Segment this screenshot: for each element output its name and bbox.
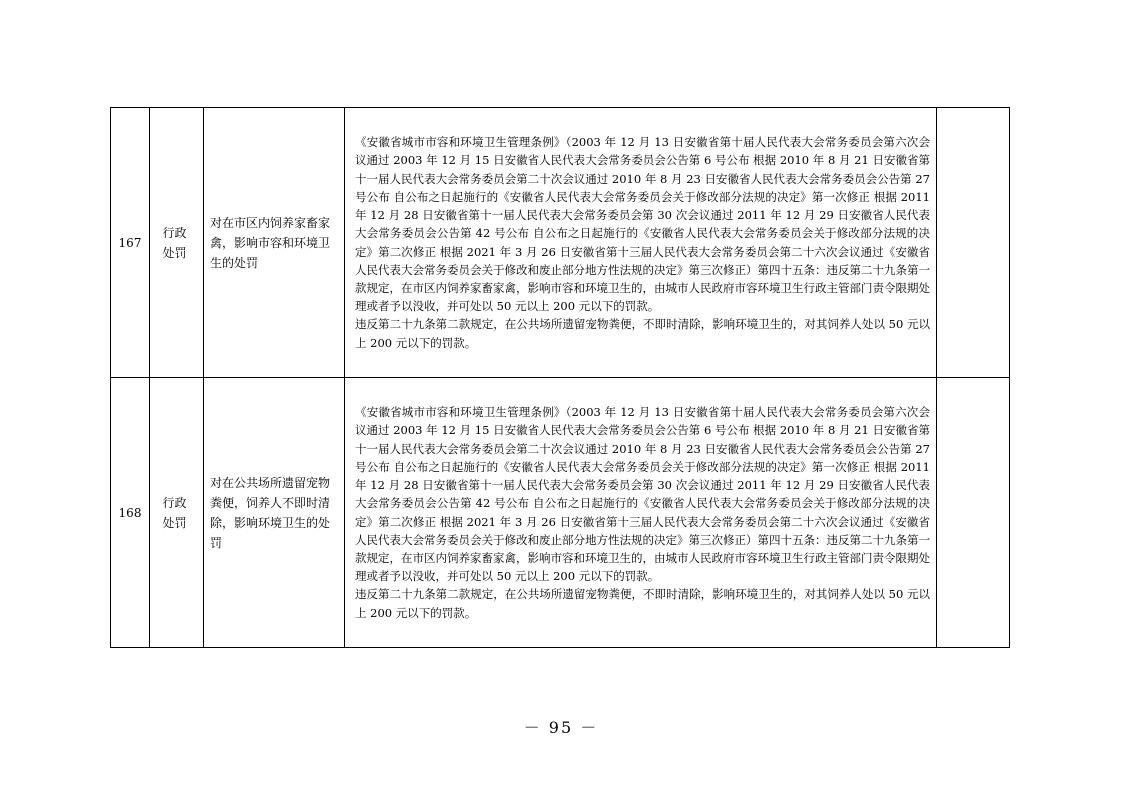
note-cell bbox=[937, 378, 1010, 648]
legal-basis bbox=[345, 131, 936, 353]
note-cell bbox=[937, 108, 1010, 378]
table-row bbox=[111, 108, 1010, 378]
penalty-type-cell bbox=[150, 378, 204, 648]
legal-basis bbox=[345, 401, 936, 623]
legal-basis-paragraph: 《安徽省城市市容和环境卫生管理条例》（2003 年 12 月 13 日安徽省第十届人民代表大会常务委员会第六次会议通过 2003 年 12 月 15 日安徽省人民代表大会常务委员会公告第 6 号公布 根据 2010 年 8 月 21 日安徽省第十一届人民代表大会常务委员会第二十次会议通过 2010 年 8 月 23 日安徽省人民代表大会常务委员会公告第 27 号公布 自公布之日起施行的《安徽省人民代表大会常务委员会关于修改部分法规的决定》第一次修正 根据 2011 年 12 月 28 日安徽省第十一届人民代表大会常务委员会第 30 次会议通过 2011 年 12 月 29 日安徽省人民代表大会常务委员会公告第 42 号公布 自公布之日起施行的《安徽省人民代表大会常务委员会关于修改部分法规的决定》第二次修正 根据 2021 年 3 月 26 日安徽省第十三届人民代表大会常务委员会第二十六次会议通过《安徽省人民代表大会常务委员会关于修改和废止部分地方性法规的决定》第三次修正）第四十五条：违反第二十九条第一款规定，在市区内饲养家畜家禽，影响市容和环境卫生的，由城市人民政府市容环境卫生行政主管部门责令限期处理或者予以没收，并可处以 50 元以上 200 元以下的罚款。 bbox=[355, 135, 930, 314]
page-number: － 95 － bbox=[523, 718, 599, 737]
legal-basis-paragraph: 《安徽省城市市容和环境卫生管理条例》（2003 年 12 月 13 日安徽省第十届人民代表大会常务委员会第六次会议通过 2003 年 12 月 15 日安徽省人民代表大会常务委员会公告第 6 号公布 根据 2010 年 8 月 21 日安徽省第十一届人民代表大会常务委员会第二十次会议通过 2010 年 8 月 23 日安徽省人民代表大会常务委员会公告第 27 号公布 自公布之日起施行的《安徽省人民代表大会常务委员会关于修改部分法规的决定》第一次修正 根据 2011 年 12 月 28 日安徽省第十一届人民代表大会常务委员会第 30 次会议通过 2011 年 12 月 29 日安徽省人民代表大会常务委员会公告第 42 号公布 自公布之日起施行的《安徽省人民代表大会常务委员会关于修改部分法规的决定》第二次修正 根据 2021 年 3 月 26 日安徽省第十三届人民代表大会常务委员会第二十六次会议通过《安徽省人民代表大会常务委员会关于修改和废止部分地方性法规的决定》第三次修正）第四十五条：违反第二十九条第一款规定，在市区内饲养家畜家禽，影响市容和环境卫生的，由城市人民政府市容环境卫生行政主管部门责令限期处理或者予以没收，并可处以 50 元以上 200 元以下的罚款。 bbox=[355, 405, 930, 584]
legal-basis-paragraph: 违反第二十九条第二款规定，在公共场所遗留宠物粪便，不即时清除，影响环境卫生的，对其饲养人处以 50 元以上 200 元以下的罚款。 bbox=[355, 587, 930, 620]
law-table bbox=[110, 107, 1010, 648]
row-number: 167 bbox=[111, 108, 150, 378]
item-name-cell bbox=[204, 378, 345, 648]
legal-basis-paragraph: 违反第二十九条第二款规定，在公共场所遗留宠物粪便，不即时清除，影响环境卫生的，对其饲养人处以 50 元以上 200 元以下的罚款。 bbox=[355, 317, 930, 350]
penalty-type-cell bbox=[150, 108, 204, 378]
penalty-type: 行政处罚 bbox=[162, 495, 187, 530]
legal-basis-cell bbox=[345, 108, 937, 378]
legal-basis-cell bbox=[345, 378, 937, 648]
item-name: 对在市区内饲养家畜家禽，影响市容和环境卫生的处罚 bbox=[210, 215, 331, 270]
row-number: 168 bbox=[111, 378, 150, 648]
table-row bbox=[111, 378, 1010, 648]
penalty-type: 行政处罚 bbox=[162, 225, 187, 260]
item-name-cell bbox=[204, 108, 345, 378]
item-name: 对在公共场所遗留宠物粪便，饲养人不即时清除，影响环境卫生的处罚 bbox=[210, 475, 331, 550]
